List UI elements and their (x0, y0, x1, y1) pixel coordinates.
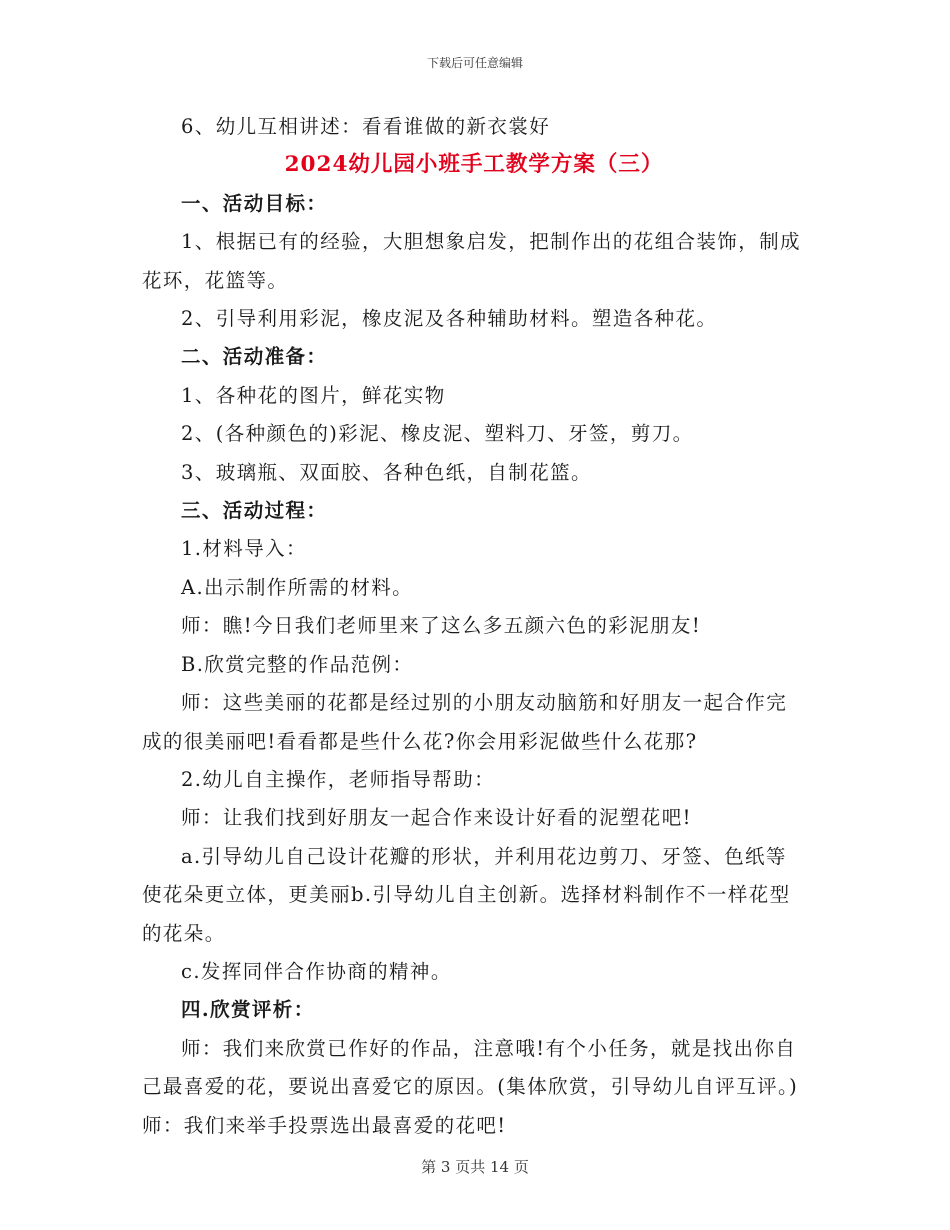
paragraph: 3、玻璃瓶、双面胶、各种色纸，自制花篮。 (181, 460, 592, 484)
page-footer: 第 3 页共 14 页 (421, 1158, 529, 1176)
heading-preparation: 二、活动准备： (181, 345, 328, 369)
paragraph: c.发挥同伴合作协商的精神。 (181, 959, 452, 983)
paragraph: 2、引导利用彩泥，橡皮泥及各种辅助材料。塑造各种花。 (181, 307, 718, 331)
paragraph: 1、根据已有的经验，大胆想象启发，把制作出的花组合装饰，制成花环，花篮等。 (142, 230, 801, 292)
heading-evaluation: 四.欣赏评析： (181, 998, 315, 1022)
paragraph: 6、幼儿互相讲述：看看谁做的新衣裳好 (181, 115, 551, 138)
document-body (142, 108, 806, 1145)
paragraph: a.引导幼儿自己设计花瓣的形状，并利用花边剪刀、牙签、色纸等使花朵更立体，更美丽b.引导幼儿自主创新。选择材料制作不一样花型的花朵。 (142, 844, 791, 945)
paragraph: 2、(各种颜色的)彩泥、橡皮泥、塑料刀、牙签，剪刀。 (181, 422, 694, 446)
paragraph: 师：这些美丽的花都是经过别的小朋友动脑筋和好朋友一起合作完成的很美丽吧!看看都是些什么花?你会用彩泥做些什么花那? (142, 691, 788, 753)
page-header: 下载后可任意编辑 (426, 56, 523, 70)
heading-process: 三、活动过程： (181, 499, 328, 523)
paragraph: 1、各种花的图片，鲜花实物 (181, 383, 446, 407)
section-title: 2024幼儿园小班手工教学方案（三） (284, 152, 664, 178)
paragraph: 师：我们来欣赏已作好的作品，注意哦!有个小任务，就是找出你自己最喜爱的花，要说出喜爱它的原因。(集体欣赏，引导幼儿自评互评。)师：我们来举手投票选出最喜爱的花吧! (142, 1036, 799, 1137)
paragraph: 1.材料导入： (181, 537, 307, 561)
paragraph: B.欣赏完整的作品范例： (181, 652, 414, 676)
paragraph: 师：瞧!今日我们老师里来了这么多五颜六色的彩泥朋友! (181, 614, 702, 638)
heading-goals: 一、活动目标： (181, 191, 328, 215)
paragraph: 师：让我们找到好朋友一起合作来设计好看的泥塑花吧! (181, 806, 692, 830)
paragraph: 2.幼儿自主操作，老师指导帮助： (181, 767, 496, 791)
paragraph: A.出示制作所需的材料。 (181, 575, 414, 599)
